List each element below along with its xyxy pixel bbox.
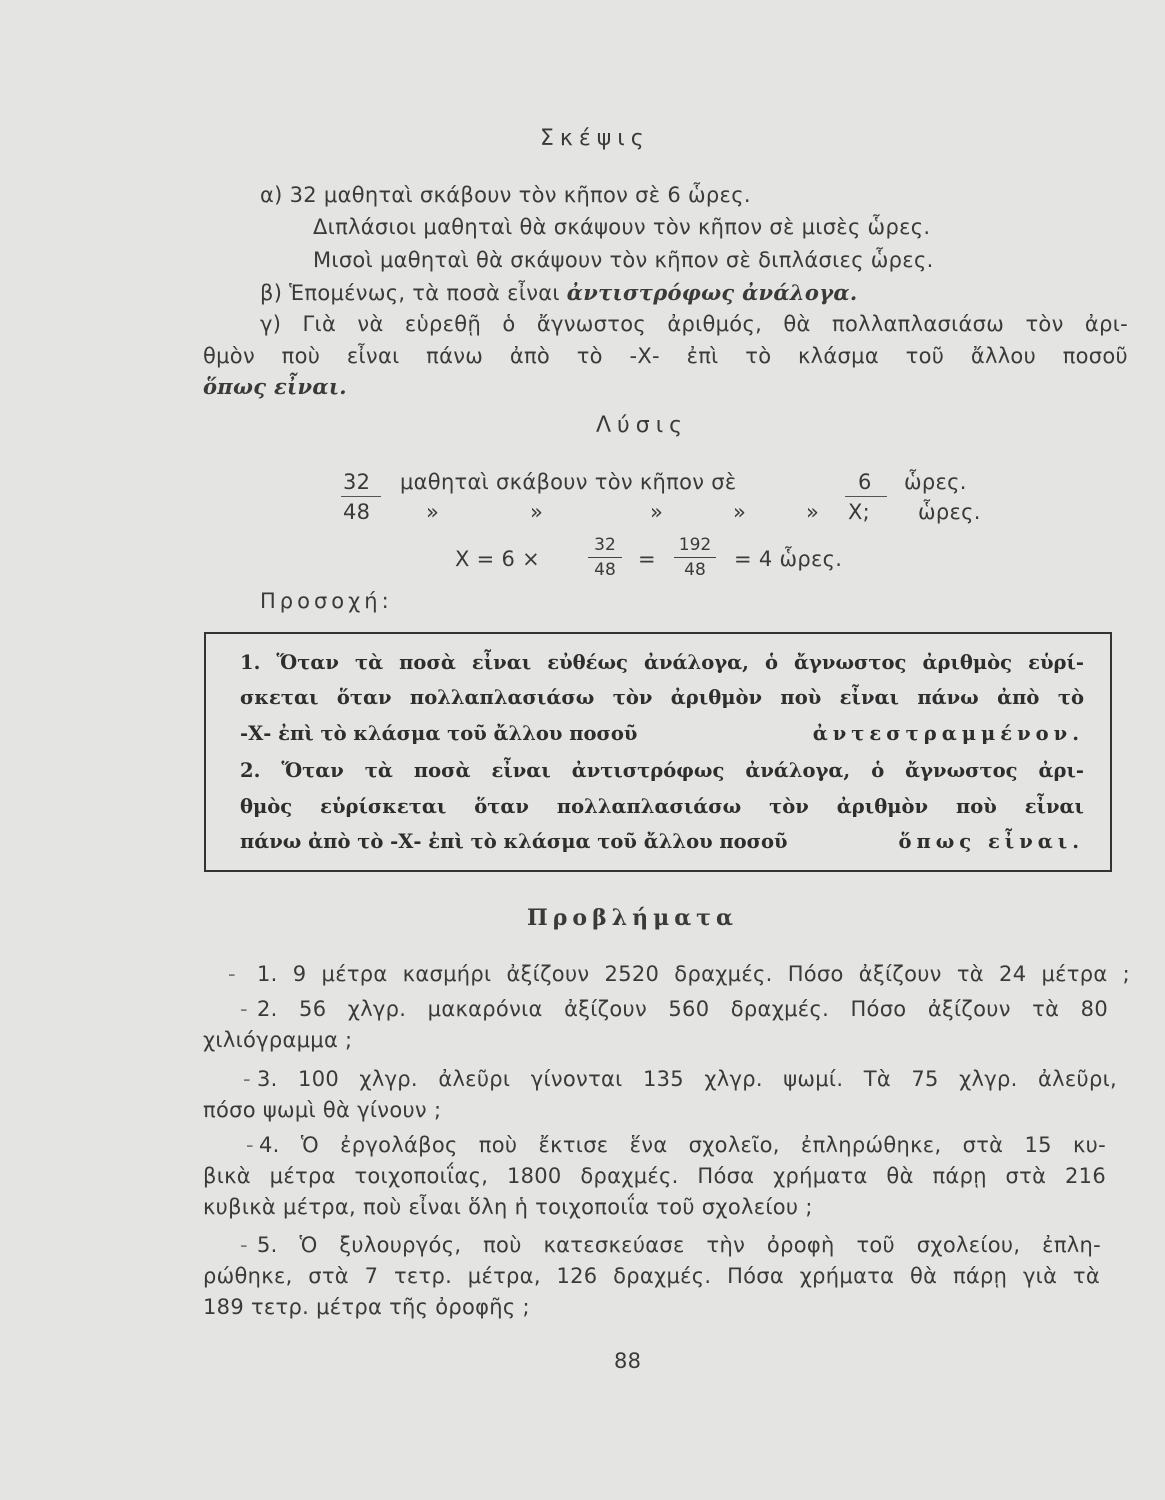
problem-5-line3: 189 τετρ. μέτρα τῆς ὀροφῆς ; [203,1295,530,1319]
skepsis-b-line [260,280,857,305]
skepsis-a-line2: Διπλάσιοι μαθηταὶ θὰ σκάψουν τὸν κῆπον σὲ μισὲς ὧρες. [313,215,931,239]
rule1-line3-spaced: ἀντεστραμμένον. [812,722,1084,745]
fraction-denominator: 48 [684,560,706,580]
formula-equals: = [638,547,656,571]
section-title-problems: Προβλήματα [527,905,738,931]
formula-fraction-1 [588,535,622,580]
margin-tick: - [246,1133,254,1157]
rule2-line1: 2. Ὅταν τὰ ποσὰ εἶναι ἀντιστρόφως ἀνάλογα, ὁ ἄγνωστος ἀρι- [240,759,1084,782]
rule2-line3 [240,830,1084,853]
skepsis-b-prefix: β) Ἑπομένως, τὰ ποσὰ εἶναι [260,281,560,305]
formula-fraction-2 [674,535,716,580]
rule2-line3-prefix: πάνω ἀπὸ τὸ -Χ- ἐπὶ τὸ κλάσμα τοῦ ἄλλου ποσοῦ [240,830,788,853]
lysis-value-rule [845,496,887,497]
skepsis-c-line3: ὅπως εἶναι. [203,374,347,399]
problem-3-line1: 3. 100 χλγρ. ἀλεῦρι γίνονται 135 χλγρ. ψωμί. Τὰ 75 χλγρ. ἀλεῦρι, [257,1067,1117,1091]
problem-4-line1: 4. Ὁ ἐργολάβος ποὺ ἔκτισε ἕνα σχολεῖο, ἐπληρώθηκε, στὰ 15 κυ- [259,1133,1106,1157]
problem-4-line2: βικὰ μέτρα τοιχοποιΐας, 1800 δραχμές. Πόσα χρήματα θὰ πάρῃ στὰ 216 [203,1164,1106,1188]
skepsis-a-line1: α) 32 μαθηταὶ σκάβουν τὸν κῆπον σὲ 6 ὧρες. [260,183,751,207]
fraction-numerator: 192 [678,535,712,555]
fraction-bar [588,557,622,558]
problem-2-line2: χιλιόγραμμα ; [203,1028,353,1052]
page-number: 88 [614,1349,642,1373]
lysis-count-rule [341,496,381,497]
problem-3-line2: πόσο ψωμὶ θὰ γίνουν ; [203,1098,442,1122]
section-title-lysis: Λύσις [596,413,689,438]
rule1-line1: 1. Ὅταν τὰ ποσὰ εἶναι εὐθέως ἀνάλογα, ὁ ἄγνωστος ἀριθμὸς εὑρί- [240,651,1084,674]
margin-tick: - [240,1233,248,1257]
skepsis-c-line1: γ) Γιὰ νὰ εὑρεθῇ ὁ ἄγνωστος ἀριθμός, θὰ πολλαπλασιάσω τὸν ἀρι- [260,312,1128,336]
problem-5-line2: ρώθηκε, στὰ 7 τετρ. μέτρα, 126 δραχμές. Πόσα χρήματα θὰ πάρῃ γιὰ τὰ [203,1264,1100,1288]
problem-4-line3: κυβικὰ μέτρα, ποὺ εἶναι ὅλη ἡ τοιχοποιΐα τοῦ σχολείου ; [203,1195,813,1219]
formula-lhs: Χ = 6 × [455,547,541,571]
skepsis-a-line3: Μισοὶ μαθηταὶ θὰ σκάψουν τὸν κῆπον σὲ διπλάσιες ὧρες. [313,248,934,272]
ditto-mark: » [426,500,440,524]
skepsis-c-line2: θμὸν ποὺ εἶναι πάνω ἀπὸ τὸ -Χ- ἐπὶ τὸ κλάσμα τοῦ ἄλλου ποσοῦ [203,344,1128,368]
fraction-denominator: 48 [594,560,616,580]
lysis-row2-unit: ὧρες. [918,500,981,524]
lysis-row1-value: 6 [858,470,872,494]
rule2-line3-spaced: ὅπως εἶναι. [898,830,1084,853]
lysis-row1-unit: ὧρες. [904,470,967,494]
lysis-row2-value: Χ; [848,500,871,524]
margin-tick: - [240,997,248,1021]
margin-tick: - [228,962,236,986]
lysis-row1-text: μαθηταὶ σκάβουν τὸν κῆπον σὲ [400,470,737,494]
rule2-line2: θμὸς εὑρίσκεται ὅταν πολλαπλασιάσω τὸν ἀριθμὸν ποὺ εἶναι [240,795,1084,818]
skepsis-b-emphasis: ἀντιστρόφως ἀνάλογα. [566,280,858,305]
fraction-numerator: 32 [594,535,616,555]
problem-5-line1: 5. Ὁ ξυλουργός, ποὺ κατεσκεύασε τὴν ὀροφὴ τοῦ σχολείου, ἐπλη- [257,1233,1101,1257]
rule1-line2: σκεται ὅταν πολλαπλασιάσω τὸν ἀριθμὸν ποὺ εἶναι πάνω ἀπὸ τὸ [240,686,1084,709]
ditto-mark: » [806,500,820,524]
problem-2-line1: 2. 56 χλγρ. μακαρόνια ἀξίζουν 560 δραχμές. Πόσο ἀξίζουν τὰ 80 [257,997,1108,1021]
margin-tick: - [243,1067,251,1091]
lysis-row2-count: 48 [343,500,371,524]
ditto-mark: » [530,500,544,524]
problem-1: 1. 9 μέτρα κασμήρι ἀξίζουν 2520 δραχμές. Πόσο ἀξίζουν τὰ 24 μέτρα ; [257,962,1130,986]
formula-result: = 4 ὧρες. [734,547,843,571]
prosoxi-label: Προσοχή: [260,589,393,613]
section-title-skepsis: Σκέψις [540,126,650,151]
lysis-row1-count: 32 [343,470,371,494]
rule1-line3-prefix: -Χ- ἐπὶ τὸ κλάσμα τοῦ ἄλλου ποσοῦ [240,722,638,745]
fraction-bar [674,557,716,558]
ditto-mark: » [733,500,747,524]
ditto-mark: » [650,500,664,524]
rule1-line3 [240,722,1084,745]
